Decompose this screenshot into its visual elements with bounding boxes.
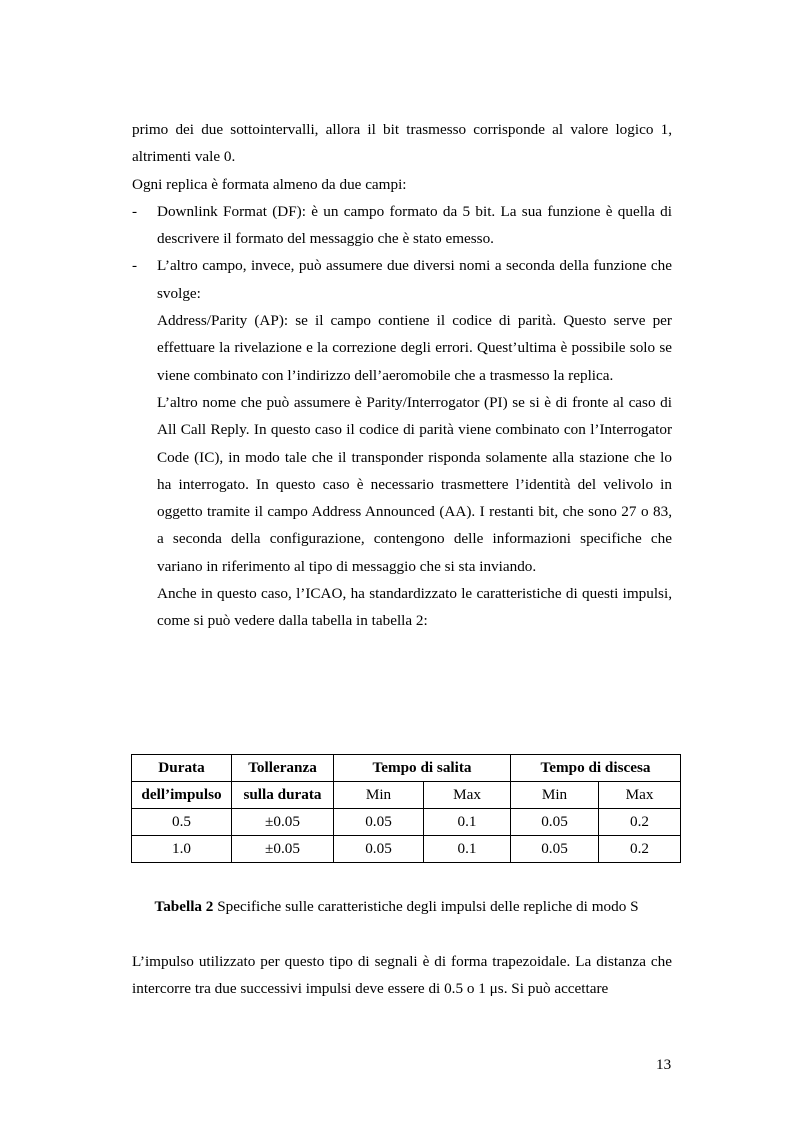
caption-label: Tabella 2 <box>154 898 214 915</box>
table-cell: 0.05 <box>334 809 424 836</box>
subheader-min: Min <box>334 782 424 809</box>
paragraph-trapezoidal: L’impulso utilizzato per questo tipo di segnali è di forma trapezoidale. La distanza che intercorre tra due successivi impulsi deve essere di 0.5 o 1 μs. Si può accettare <box>132 953 672 998</box>
body-text <box>132 116 672 635</box>
table-cell: ±0.05 <box>232 836 334 863</box>
table-row <box>132 809 681 836</box>
bullet-dash: - <box>132 202 138 220</box>
table-cell: 0.2 <box>599 836 681 863</box>
table-caption <box>0 898 793 916</box>
body-text-after-table <box>132 948 672 1003</box>
table-cell: ±0.05 <box>232 809 334 836</box>
table-cell: 0.05 <box>334 836 424 863</box>
paragraph-parity-interrogator: L’altro nome che può assumere è Parity/Interrogator (PI) se si è di fronte al caso di All Call Reply. In questo caso il codice di parità viene combinato con l’Interrogator Code (IC), in modo tale che il transponder risponda solamente alla stazione che lo ha interrogato. In questo caso è necessario trasmettere l’identità del velivolo in oggetto tramite il campo Address Announced (AA). I restanti bit, che sono 27 o 83, a seconda della configurazione, contengono delle informazioni specifiche che variano in riferimento al tipo di messaggio che si sta inviando. <box>157 393 672 575</box>
list-item-other-field <box>132 252 672 307</box>
table-cell: 0.1 <box>424 836 511 863</box>
header-tempo-discesa: Tempo di discesa <box>511 755 681 782</box>
table-cell: 0.1 <box>424 809 511 836</box>
table-row <box>132 836 681 863</box>
paragraph-intro: Ogni replica è formata almeno da due campi: <box>132 175 407 193</box>
paragraph-address-parity: Address/Parity (AP): se il campo contiene il codice di parità. Questo serve per effettuare la rivelazione e la correzione degli errori. Quest’ultima è possibile solo se viene combinato con l’indirizzo dell’aeromobile che a trasmesso la replica. <box>157 312 672 384</box>
header-tolleranza: Tolleranza <box>232 755 334 782</box>
header-tolleranza-line2: sulla durata <box>232 782 334 809</box>
header-durata-line2: dell’impulso <box>132 782 232 809</box>
page-number: 13 <box>656 1056 672 1073</box>
table-cell: 1.0 <box>132 836 232 863</box>
table-header-row <box>132 755 681 782</box>
header-tempo-salita: Tempo di salita <box>334 755 511 782</box>
subheader-max: Max <box>599 782 681 809</box>
subheader-min: Min <box>511 782 599 809</box>
table-cell: 0.2 <box>599 809 681 836</box>
caption-text: Specifiche sulle caratteristiche degli impulsi delle repliche di modo S <box>213 898 639 915</box>
pulse-spec-table <box>131 754 681 863</box>
table-cell: 0.05 <box>511 836 599 863</box>
list-item-downlink-format <box>132 198 672 253</box>
paragraph-icao: Anche in questo caso, l’ICAO, ha standardizzato le caratteristiche di questi impulsi, come si può vedere dalla tabella in tabella 2: <box>157 585 672 630</box>
bullet-dash: - <box>132 257 138 275</box>
header-durata: Durata <box>132 755 232 782</box>
table-cell: 0.5 <box>132 809 232 836</box>
table-subheader-row <box>132 782 681 809</box>
table-cell: 0.05 <box>511 809 599 836</box>
list-item-text: Downlink Format (DF): è un campo formato da 5 bit. La sua funzione è quella di descrivere il formato del messaggio che è stato emesso. <box>157 202 672 248</box>
paragraph-continuation: primo dei due sottointervalli, allora il bit trasmesso corrisponde al valore logico 1, altrimenti vale 0. <box>132 121 672 166</box>
list-item-text: L’altro campo, invece, può assumere due diversi nomi a seconda della funzione che svolge: <box>157 257 672 302</box>
subheader-max: Max <box>424 782 511 809</box>
pulse-spec-table-wrapper <box>131 754 680 863</box>
